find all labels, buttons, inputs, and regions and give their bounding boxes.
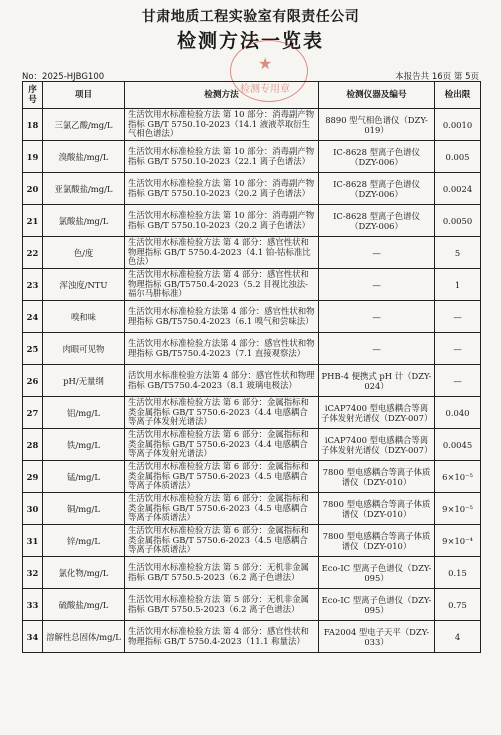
cell-no: 30 bbox=[23, 493, 43, 525]
cell-limit: 0.15 bbox=[435, 557, 481, 589]
cell-item: 硫酸盐/mg/L bbox=[43, 589, 125, 621]
cell-method: 活饮用水标准检验方法第 4 部分：感官性状和物理指标 GB/T5750.4-2023（8.1 玻璃电极法） bbox=[125, 365, 319, 397]
cell-item: 溶解性总固体/mg/L bbox=[43, 621, 125, 653]
cell-limit: 0.75 bbox=[435, 589, 481, 621]
cell-instrument: FA2004 型电子天平（DZY-033） bbox=[319, 621, 435, 653]
col-header-method: 检测方法 bbox=[125, 82, 319, 109]
cell-limit: — bbox=[435, 333, 481, 365]
seal-text: 检测专用章 bbox=[240, 84, 290, 95]
cell-limit: 6×10⁻⁵ bbox=[435, 461, 481, 493]
cell-instrument: IC-8628 型离子色谱仪（DZY-006） bbox=[319, 141, 435, 173]
table-row bbox=[23, 365, 481, 397]
table-row bbox=[23, 109, 481, 141]
cell-instrument: 7800 型电感耦合等离子体质谱仪（DZY-010） bbox=[319, 493, 435, 525]
cell-method: 生活饮用水标准检验方法 第 6 部分：金属指标和类金属指标 GB/T 5750.6-2023（4.5 电感耦合等离子体质谱法） bbox=[125, 525, 319, 557]
page-info: 本报告共 16页 第 5页 bbox=[395, 72, 479, 82]
cell-instrument: IC-8628 型离子色谱仪（DZY-006） bbox=[319, 173, 435, 205]
methods-table bbox=[22, 81, 481, 653]
table-row bbox=[23, 397, 481, 429]
cell-limit: 0.040 bbox=[435, 397, 481, 429]
cell-instrument: — bbox=[319, 301, 435, 333]
cell-no: 31 bbox=[23, 525, 43, 557]
cell-no: 33 bbox=[23, 589, 43, 621]
cell-method: 生活饮用水标准检验方法 第 5 部分：无机非金属指标 GB/T 5750.5-2023（6.2 离子色谱法） bbox=[125, 589, 319, 621]
cell-method: 生活饮用水标准检验方法 第 5 部分：无机非金属指标 GB/T 5750.5-2023（6.2 离子色谱法） bbox=[125, 557, 319, 589]
table-row bbox=[23, 525, 481, 557]
table-row bbox=[23, 589, 481, 621]
cell-method: 生活饮用水标准检验方法 第 10 部分：消毒副产物指标 GB/T 5750.10-2023（20.2 离子色谱法） bbox=[125, 173, 319, 205]
cell-no: 19 bbox=[23, 141, 43, 173]
cell-no: 27 bbox=[23, 397, 43, 429]
cell-instrument: Eco-IC 型离子色谱仪（DZY-095） bbox=[319, 557, 435, 589]
cell-no: 21 bbox=[23, 205, 43, 237]
cell-method: 生活饮用水标准检验方法 第 10 部分：消毒副产物指标 GB/T 5750.10-2023（20.2 离子色谱法） bbox=[125, 205, 319, 237]
seal-star-icon: ★ bbox=[258, 54, 273, 73]
cell-method: 生活饮用水标准检验方法 第 6 部分：金属指标和类金属指标 GB/T 5750.6-2023（4.5 电感耦合等离子体质谱法） bbox=[125, 461, 319, 493]
cell-limit: 9×10⁻⁴ bbox=[435, 525, 481, 557]
document-number: No：2025-HJBG100 bbox=[22, 72, 105, 82]
cell-method: 生活饮用水标准检验方法 第 10 部分：消毒副产物指标 GB/T 5750.10-2023（14.1 液液萃取衍生气相色谱法） bbox=[125, 109, 319, 141]
cell-no: 26 bbox=[23, 365, 43, 397]
cell-instrument: PHB-4 便携式 pH 计（DZY-024） bbox=[319, 365, 435, 397]
cell-instrument: 7800 型电感耦合等离子体质谱仪（DZY-010） bbox=[319, 461, 435, 493]
cell-instrument: 8890 型气相色谱仪（DZY-019） bbox=[319, 109, 435, 141]
table-row bbox=[23, 269, 481, 301]
cell-no: 20 bbox=[23, 173, 43, 205]
cell-method: 生活饮用水标准检验方法 第 10 部分：消毒副产物指标 GB/T 5750.10-2023（22.1 离子色谱法） bbox=[125, 141, 319, 173]
table-row bbox=[23, 493, 481, 525]
cell-item: 锰/mg/L bbox=[43, 461, 125, 493]
cell-item: 溴酸盐/mg/L bbox=[43, 141, 125, 173]
cell-instrument: IC-8628 型离子色谱仪（DZY-006） bbox=[319, 205, 435, 237]
cell-item: 亚氯酸盐/mg/L bbox=[43, 173, 125, 205]
col-header-item: 项目 bbox=[43, 82, 125, 109]
col-header-instrument: 检测仪器及编号 bbox=[319, 82, 435, 109]
cell-item: 嗅和味 bbox=[43, 301, 125, 333]
table-row bbox=[23, 333, 481, 365]
cell-instrument: Eco-IC 型离子色谱仪（DZY-095） bbox=[319, 589, 435, 621]
table-row bbox=[23, 461, 481, 493]
cell-no: 23 bbox=[23, 269, 43, 301]
cell-item: 铝/mg/L bbox=[43, 397, 125, 429]
page-title: 检测方法一览表 bbox=[176, 30, 324, 52]
cell-no: 32 bbox=[23, 557, 43, 589]
cell-method: 生活饮用水标准检验方法 第 6 部分：金属指标和类金属指标 GB/T 5750.6-2023（4.4 电感耦合等离子体发射光谱法） bbox=[125, 429, 319, 461]
cell-limit: 0.0010 bbox=[435, 109, 481, 141]
cell-method: 生活饮用水标准检验方法 第 6 部分：金属指标和类金属指标 GB/T 5750.6-2023（4.4 电感耦合等离子体发射光谱法） bbox=[125, 397, 319, 429]
cell-limit: 0.0050 bbox=[435, 205, 481, 237]
cell-method: 生活饮用水标准检验方法 第 6 部分：金属指标和类金属指标 GB/T 5750.6-2023（4.5 电感耦合等离子体质谱法） bbox=[125, 493, 319, 525]
cell-no: 18 bbox=[23, 109, 43, 141]
cell-item: 三氯乙酸/mg/L bbox=[43, 109, 125, 141]
cell-instrument: — bbox=[319, 333, 435, 365]
cell-item: 氯酸盐/mg/L bbox=[43, 205, 125, 237]
cell-method: 生活饮用水标准检验方法 第 4 部分：感官性状和物理指标 GB/T5750.4-2023（5.2 目视比浊法-福尔马肼标准） bbox=[125, 269, 319, 301]
cell-item: 肉眼可见物 bbox=[43, 333, 125, 365]
cell-limit: 1 bbox=[435, 269, 481, 301]
cell-instrument: iCAP7400 型电感耦合等离子体发射光谱仪（DZY-007） bbox=[319, 397, 435, 429]
cell-limit: 0.0045 bbox=[435, 429, 481, 461]
table-row bbox=[23, 141, 481, 173]
cell-limit: 4 bbox=[435, 621, 481, 653]
table-row bbox=[23, 429, 481, 461]
table-row bbox=[23, 237, 481, 269]
cell-limit: 5 bbox=[435, 237, 481, 269]
cell-item: 铜/mg/L bbox=[43, 493, 125, 525]
cell-no: 34 bbox=[23, 621, 43, 653]
cell-no: 28 bbox=[23, 429, 43, 461]
cell-method: 生活饮用水标准检验方法第 4 部分：感官性状和物理指标 GB/T5750.4-2023（6.1 嗅气和尝味法） bbox=[125, 301, 319, 333]
table-row bbox=[23, 173, 481, 205]
cell-no: 29 bbox=[23, 461, 43, 493]
cell-instrument: 7800 型电感耦合等离子体质谱仪（DZY-010） bbox=[319, 525, 435, 557]
cell-method: 生活饮用水标准检验方法第 4 部分：感官性状和物理指标 GB/T5750.4-2023（7.1 直接观察法） bbox=[125, 333, 319, 365]
table-row bbox=[23, 205, 481, 237]
cell-method: 生活饮用水标准检验方法 第 4 部分：感官性状和物理指标 GB/T 5750.4-2023（11.1 称量法） bbox=[125, 621, 319, 653]
cell-limit: — bbox=[435, 365, 481, 397]
cell-item: 铁/mg/L bbox=[43, 429, 125, 461]
cell-method: 生活饮用水标准检验方法 第 4 部分：感官性状和物理指标 GB/T 5750.4-2023（4.1 铂-钴标准比色法） bbox=[125, 237, 319, 269]
cell-instrument: — bbox=[319, 237, 435, 269]
cell-item: 氯化物/mg/L bbox=[43, 557, 125, 589]
table-row bbox=[23, 621, 481, 653]
cell-no: 22 bbox=[23, 237, 43, 269]
col-header-no: 序号 bbox=[23, 82, 43, 109]
table-row bbox=[23, 301, 481, 333]
cell-limit: 9×10⁻⁵ bbox=[435, 493, 481, 525]
cell-item: 色/度 bbox=[43, 237, 125, 269]
cell-no: 24 bbox=[23, 301, 43, 333]
table-header-row bbox=[23, 82, 481, 109]
cell-limit: — bbox=[435, 301, 481, 333]
cell-no: 25 bbox=[23, 333, 43, 365]
col-header-limit: 检出限 bbox=[435, 82, 481, 109]
organization-name: 甘肃地质工程实验室有限责任公司 bbox=[141, 9, 360, 25]
cell-limit: 0.005 bbox=[435, 141, 481, 173]
cell-item: 锌/mg/L bbox=[43, 525, 125, 557]
cell-item: 浑浊度/NTU bbox=[43, 269, 125, 301]
cell-instrument: — bbox=[319, 269, 435, 301]
table-row bbox=[23, 557, 481, 589]
cell-instrument: iCAP7400 型电感耦合等离子体发射光谱仪（DZY-007） bbox=[319, 429, 435, 461]
cell-item: pH/无量纲 bbox=[43, 365, 125, 397]
cell-limit: 0.0024 bbox=[435, 173, 481, 205]
table-body bbox=[23, 109, 481, 653]
